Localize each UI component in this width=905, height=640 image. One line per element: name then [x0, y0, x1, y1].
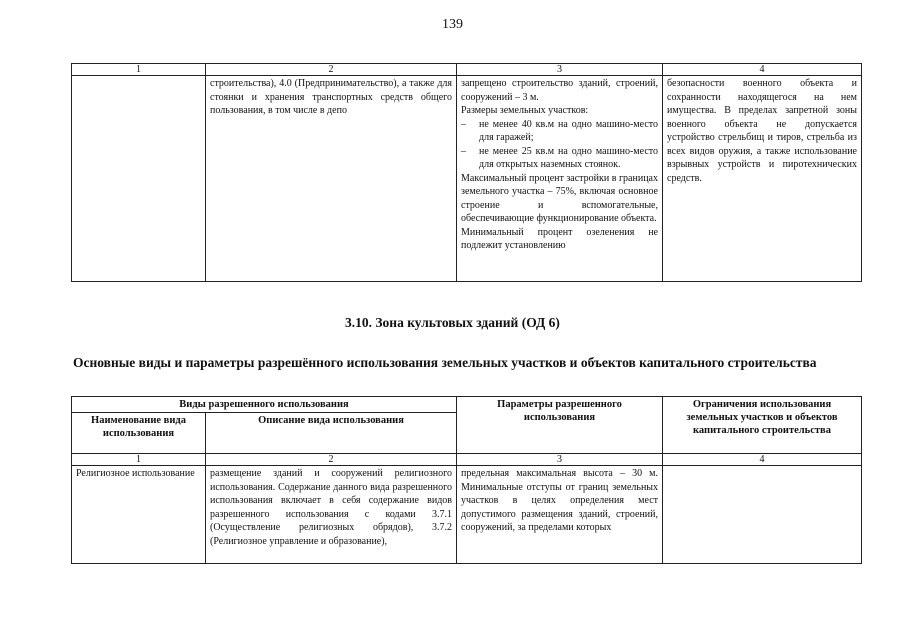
plot-sizes-title: Размеры земельных участков:	[461, 105, 589, 116]
section-heading: Основные виды и параметры разрешённого использования земельных участков и объектов капитального строительства	[73, 355, 817, 370]
column-number: 1	[72, 454, 206, 466]
header-parameters: Параметры разрешенного использования	[457, 397, 663, 454]
list-item	[461, 145, 658, 172]
use-description-cell: размещение зданий и сооружений религиозного использования. Содержание данного вида разрешенного использования включает в себя содержание видов разрешенного использования с кодами 3.7.1 (Осуществление религиозных обрядов), 3.7.2 (Религиозное управление и образование),	[206, 466, 457, 564]
column-number: 1	[72, 64, 206, 76]
column-number: 4	[663, 454, 862, 466]
restrictions-cell	[663, 466, 862, 564]
column-number: 2	[206, 454, 457, 466]
column-number-row	[72, 64, 862, 76]
header-use-name: Наименование вида использования	[72, 413, 206, 454]
list-item	[461, 118, 658, 145]
header-row	[72, 397, 862, 413]
restrictions-cell: безопасности военного объекта и сохранности находящегося на нем имущества. В пределах запретной зоны военного объекта не допускается устройство стрельбищ и тиров, стрельба из всех видов оружия, а также использование взрывных устройств и пиротехнических средств.	[663, 76, 862, 282]
use-description-cell: строительства), 4.0 (Предпринимательство), а также для стоянки и хранения транспортных средств общего пользования, в том числе в депо	[206, 76, 457, 282]
column-number-row	[72, 454, 862, 466]
list-item-text: не менее 25 кв.м на одно машино-место для открытых наземных стоянок.	[479, 145, 658, 170]
use-name-cell: Религиозное использование	[72, 466, 206, 564]
column-number: 3	[457, 454, 663, 466]
header-group-title: Виды разрешенного использования	[72, 397, 457, 413]
table-row	[72, 76, 862, 282]
use-name-cell	[72, 76, 206, 282]
header-use-description: Описание вида использования	[206, 413, 457, 454]
column-number: 4	[663, 64, 862, 76]
max-coverage-text: Максимальный процент застройки в границах земельного участка – 75%, включая основное строение и вспомогательные, обеспечивающие функционирование объекта.	[461, 172, 658, 224]
list-item-text: не менее 40 кв.м на одно машино-место для гаражей;	[479, 118, 658, 143]
table-row	[72, 466, 862, 564]
permitted-use-table	[71, 396, 862, 564]
section-title: 3.10. Зона культовых зданий (ОД 6)	[345, 315, 560, 330]
column-number: 2	[206, 64, 457, 76]
parameters-cell: предельная максимальная высота – 30 м. Минимальные отступы от границ земельных участков в целях определения мест допустимого размещения зданий, строений, сооружений, за пределами которых	[457, 466, 663, 564]
column-number: 3	[457, 64, 663, 76]
parameters-cell	[457, 76, 663, 282]
min-greenery-text: Минимальный процент озеленения не подлежит установлению	[461, 226, 658, 251]
continuation-table	[71, 63, 862, 282]
page-number: 139	[442, 17, 463, 32]
setback-text: запрещено строительство зданий, строений, сооружений – 3 м.	[461, 78, 658, 103]
dash-marker: –	[461, 118, 466, 130]
header-restrictions: Ограничения использования земельных участков и объектов капитального строительства	[663, 397, 862, 454]
dash-marker: –	[461, 145, 466, 157]
